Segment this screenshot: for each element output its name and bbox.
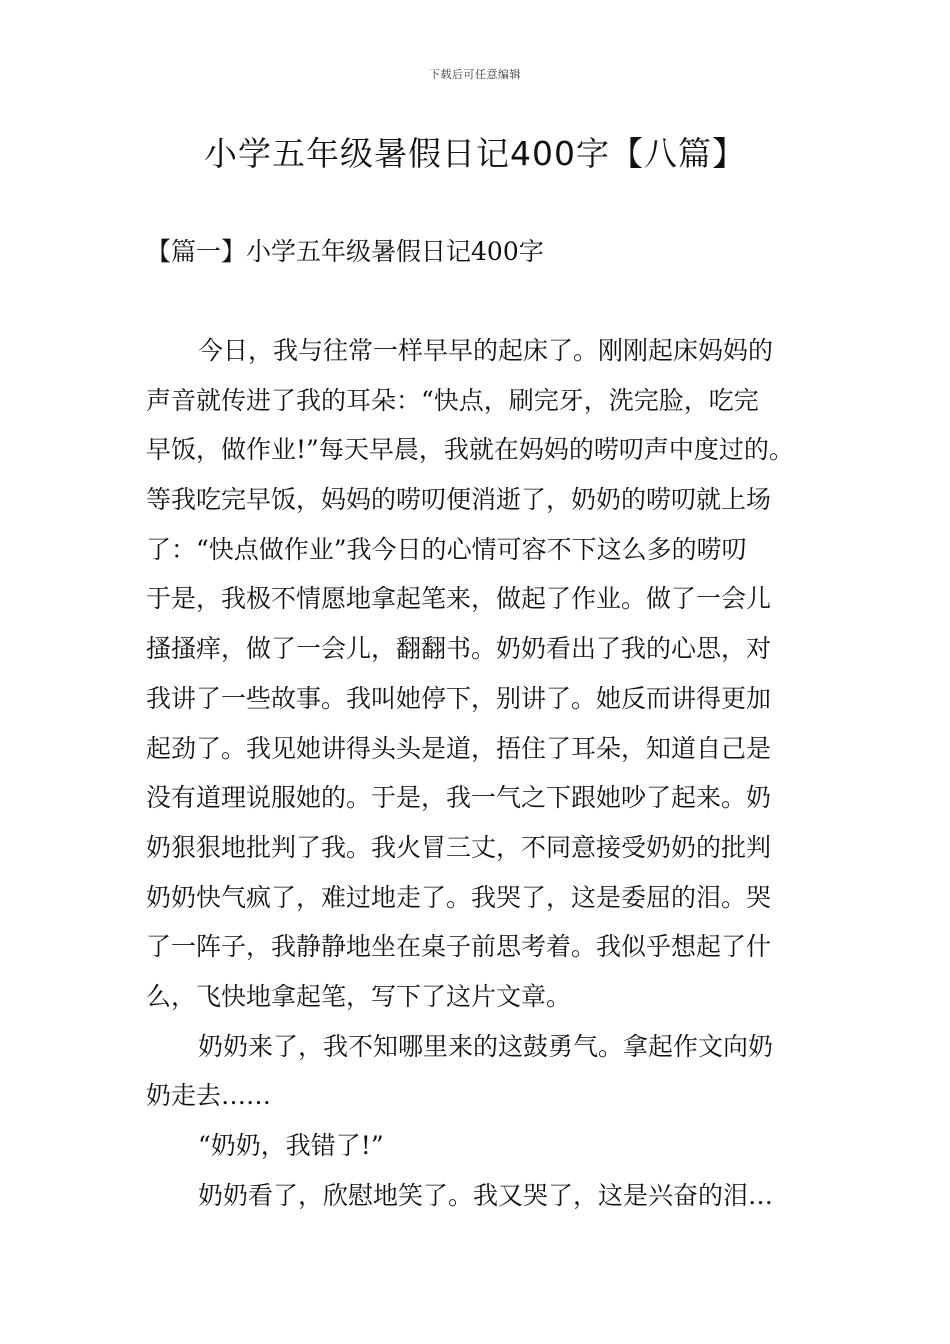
paragraph-line: 奶奶看了，欣慰地笑了。我又哭了，这是兴奋的泪…	[198, 1180, 774, 1210]
paragraph-line: 于是，我极不情愿地拿起笔来，做起了作业。做了一会儿	[146, 584, 772, 614]
paragraph-line: 奶走去……	[146, 1081, 272, 1111]
paragraph-line: 没有道理说服她的。于是，我一气之下跟她吵了起来。奶	[146, 783, 772, 813]
paragraph-line: 等我吃完早饭，妈妈的唠叨便消逝了，奶奶的唠叨就上场	[146, 485, 772, 515]
paragraph-line: “奶奶，我错了!”	[198, 1131, 384, 1160]
paragraph-line: 了：“快点做作业”我今日的心情可容不下这么多的唠叨	[146, 534, 747, 564]
paragraph-line: 么，飞快地拿起笔，写下了这片文章。	[146, 981, 572, 1011]
paragraph-line: 我讲了一些故事。我叫她停下，别讲了。她反而讲得更加	[146, 683, 772, 713]
paragraph-line: 奶狠狠地批判了我。我火冒三丈，不同意接受奶奶的批判	[146, 832, 772, 862]
paragraph-line: 早饭，做作业!”每天早晨，我就在妈妈的唠叨声中度过的。	[146, 435, 794, 465]
paragraph-line: 奶奶快气疯了，难过地走了。我哭了，这是委屈的泪。哭	[146, 882, 772, 912]
header-note: 下载后可任意编辑	[429, 68, 521, 81]
section-title: 【篇一】小学五年级暑假日记400字	[146, 237, 544, 266]
document-title: 小学五年级暑假日记400字【八篇】	[204, 134, 746, 173]
paragraph-line: 搔搔痒，做了一会儿，翻翻书。奶奶看出了我的心思，对	[146, 634, 772, 664]
diary-body	[146, 326, 826, 1220]
paragraph-line: 了一阵子，我静静地坐在桌子前思考着。我似乎想起了什	[146, 932, 772, 962]
paragraph-line: 起劲了。我见她讲得头头是道，捂住了耳朵，知道自己是	[146, 733, 772, 763]
paragraph-line: 声音就传进了我的耳朵：“快点，刷完牙，洗完脸，吃完	[146, 385, 759, 415]
paragraph-line: 奶奶来了，我不知哪里来的这鼓勇气。拿起作文向奶	[198, 1031, 774, 1061]
paragraph-line: 今日，我与往常一样早早的起床了。刚刚起床妈妈的	[198, 336, 774, 365]
